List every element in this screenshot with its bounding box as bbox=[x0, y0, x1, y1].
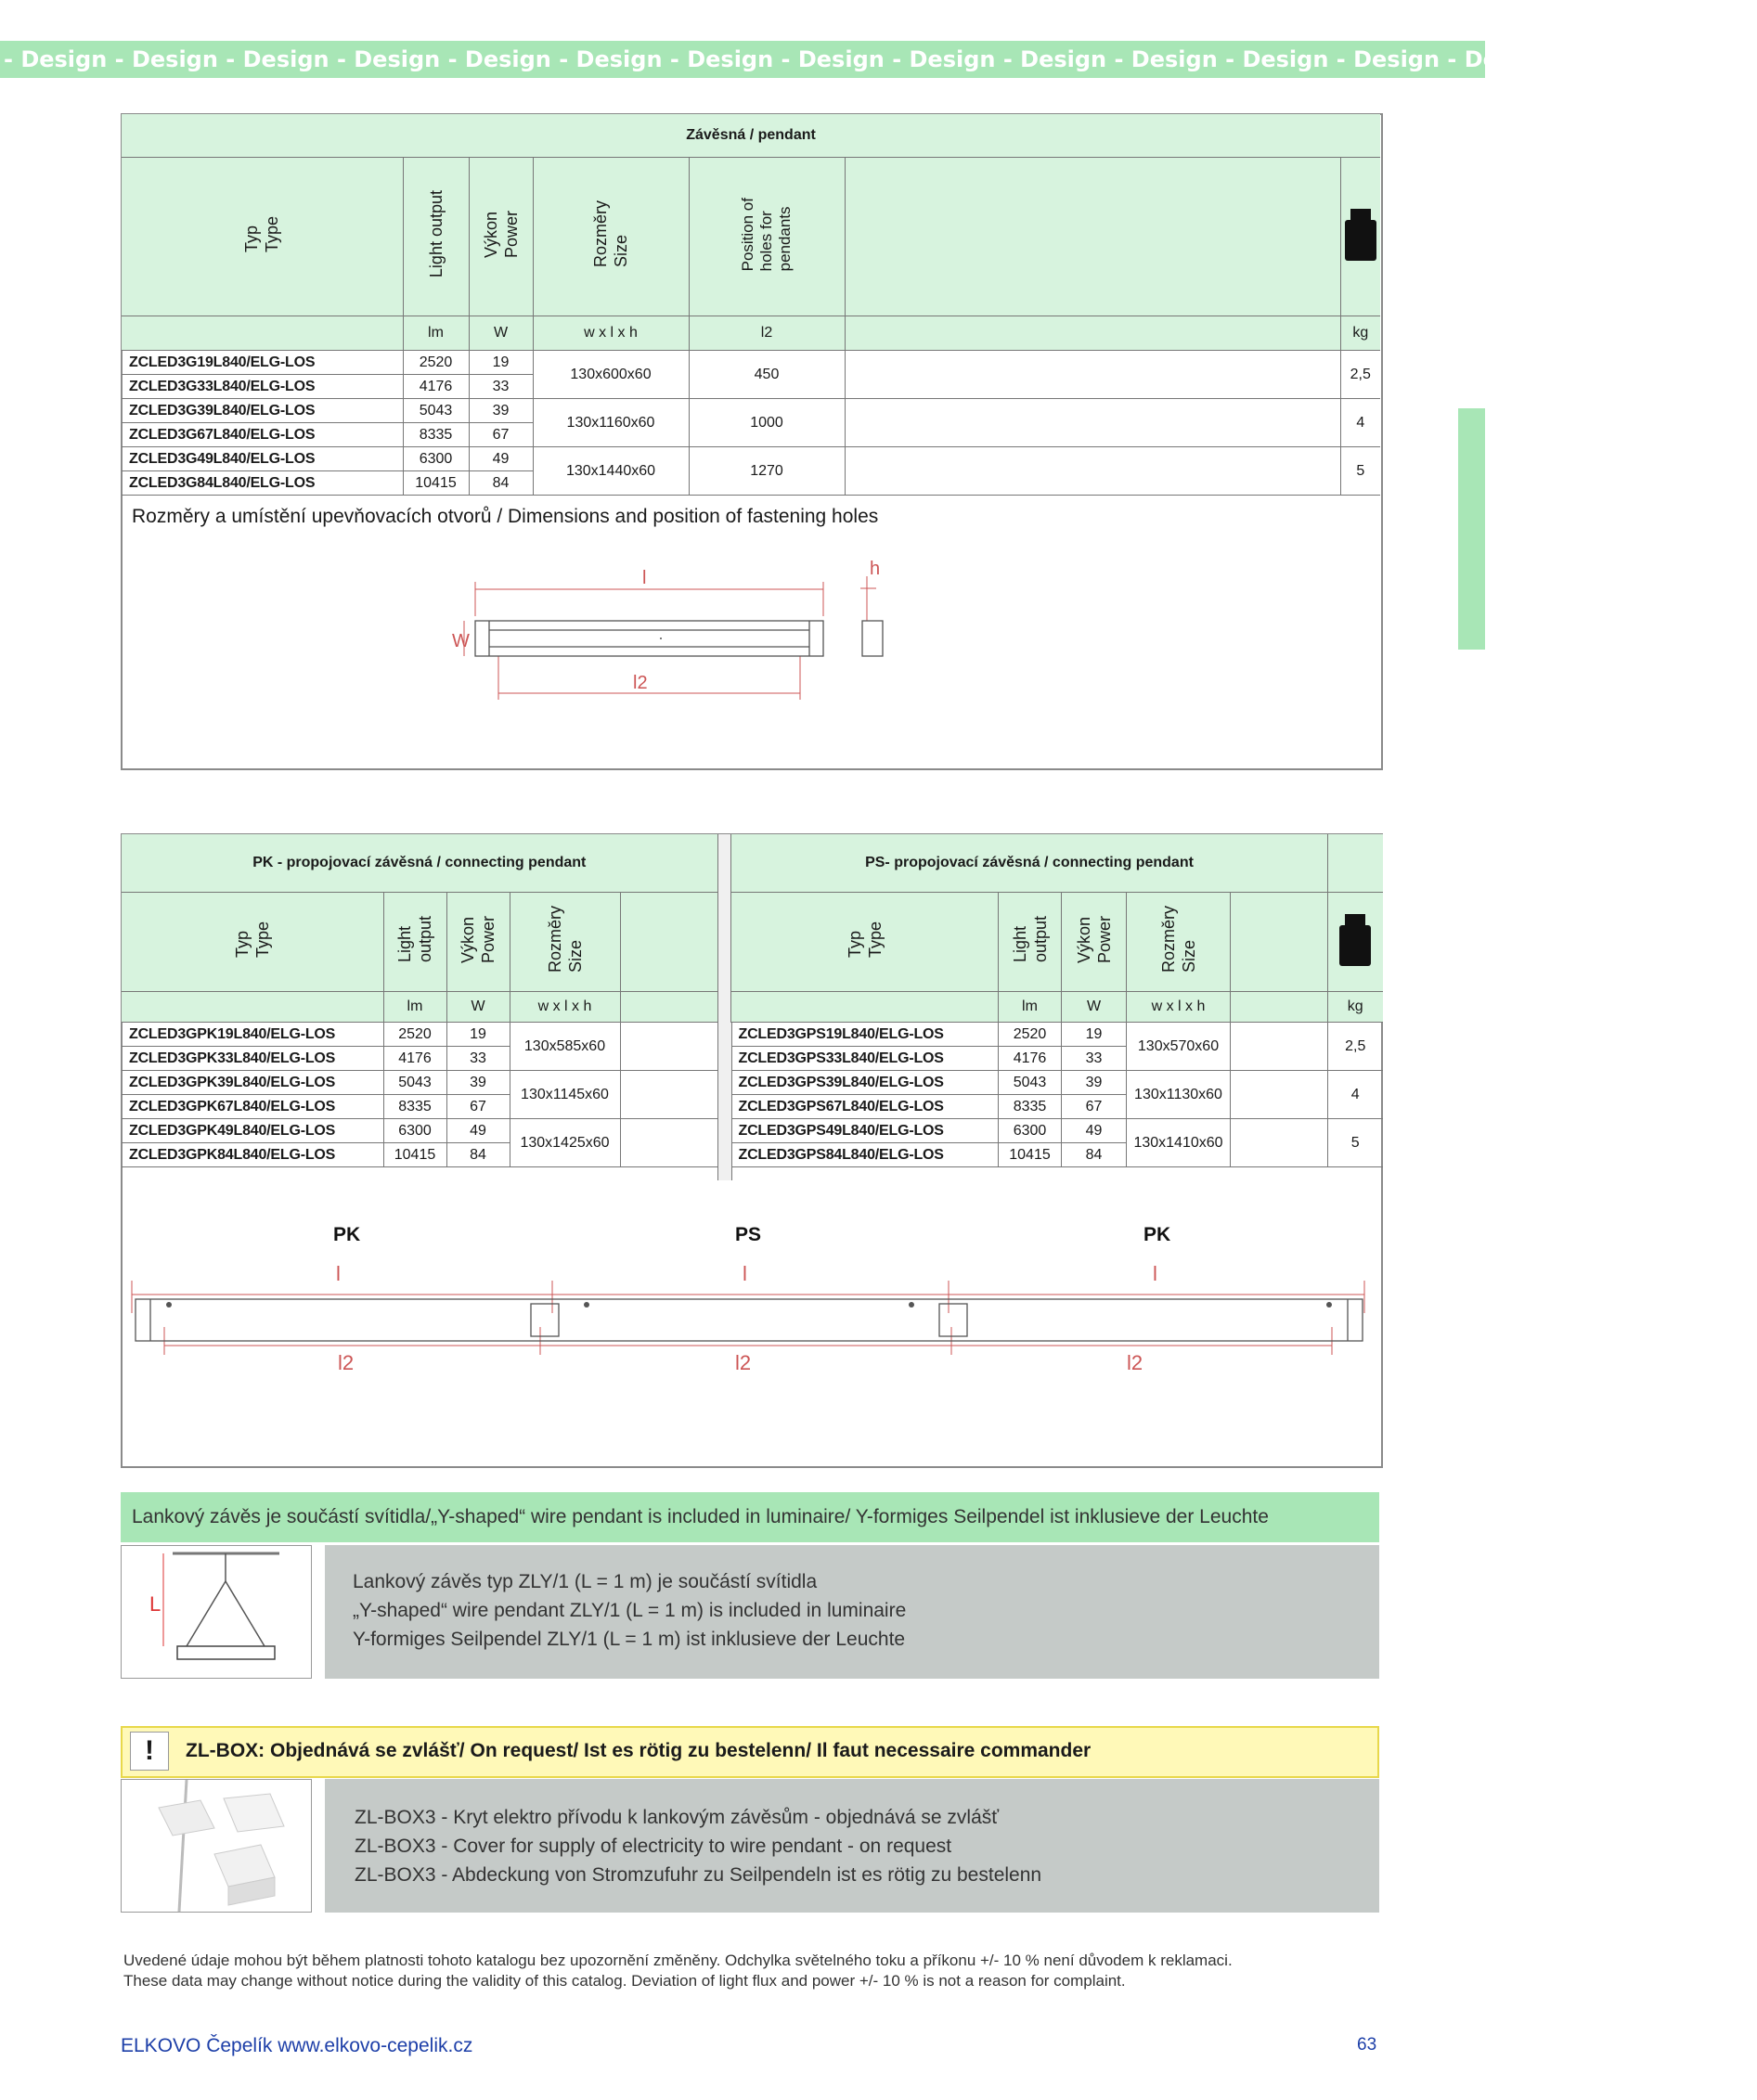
zlbox-image bbox=[121, 1779, 312, 1913]
product-code: ZCLED3G19L840/ELG-LOS bbox=[122, 351, 403, 375]
svg-text:l2: l2 bbox=[735, 1351, 752, 1374]
blank-cell bbox=[1231, 1023, 1328, 1071]
unit-kg: kg bbox=[1340, 316, 1380, 351]
product-code: ZCLED3GPS67L840/ELG-LOS bbox=[731, 1095, 999, 1119]
pendant-title: Závěsná / pendant bbox=[122, 114, 1380, 158]
wire-line-de: Y-formiges Seilpendel ZLY/1 (L = 1 m) ist inklusieve der Leuchte bbox=[353, 1629, 906, 1650]
wire-line-en: „Y-shaped“ wire pendant ZLY/1 (L = 1 m) is included in luminaire bbox=[353, 1600, 907, 1621]
blank-cell bbox=[620, 1119, 717, 1167]
product-code: ZCLED3G33L840/ELG-LOS bbox=[122, 375, 403, 399]
blank-cell bbox=[845, 447, 1340, 496]
zlbox-warning-bar bbox=[121, 1726, 1379, 1778]
light-output-value: 5043 bbox=[383, 1071, 446, 1095]
size-value: 130x570x60 bbox=[1127, 1023, 1231, 1071]
light-output-value: 4176 bbox=[383, 1047, 446, 1071]
product-code: ZCLED3GPK49L840/ELG-LOS bbox=[122, 1119, 383, 1143]
weight-value: 2,5 bbox=[1340, 351, 1380, 399]
pendant-table bbox=[122, 114, 1380, 496]
zlbox-bar-text: ZL-BOX: Objednává se zvlášť/ On request/ Ist es rötig zu bestelenn/ Il faut necessaire commander bbox=[186, 1740, 1092, 1761]
wire-pendant-bar: Lankový závěs je součástí svítidla/„Y-shaped“ wire pendant is included in luminaire/ Y-formiges Seilpendel ist inklusieve der Leuchte bbox=[121, 1492, 1379, 1542]
size-value: 130x1410x60 bbox=[1127, 1119, 1231, 1167]
table-row bbox=[122, 1023, 717, 1047]
light-output-value: 4176 bbox=[999, 1047, 1062, 1071]
holes-header: Position of holes for pendants bbox=[689, 158, 845, 316]
weight-value: 4 bbox=[1328, 1071, 1383, 1119]
size-value: 130x1440x60 bbox=[533, 447, 689, 496]
zlbox-line-cz: ZL-BOX3 - Kryt elektro přívodu k lankovým závěsům - objednává se zvlášť bbox=[355, 1807, 1000, 1828]
weight-value: 5 bbox=[1340, 447, 1380, 496]
svg-text:l: l bbox=[743, 1262, 747, 1285]
zlbox-line-de: ZL-BOX3 - Abdeckung von Stromzufuhr zu Seilpendeln ist es rötig zu bestelenn bbox=[355, 1864, 1042, 1886]
product-code: ZCLED3GPK67L840/ELG-LOS bbox=[122, 1095, 383, 1119]
power-value: 39 bbox=[1062, 1071, 1127, 1095]
ps-table: PS- propojovací závěsná / connecting pendant Typ Type Light output Výkon Power Rozměry Size lm W w x l x h kg ZCLED3GPS19L840/ELG-LOS 2520 19 130x570x60 2,5 ZCLED3GPS33L840/ELG-LOS 4176 33 ZCLED3GPS39L840/ELG-LOS 5043 39 130x1130x60 4 ZCLED3GPS67L840/ELG-LOS 8335 67 ZCLED3GPS49L840/ELG-LOS 6300 49 130x1410x60 5 ZCLED3GPS84L840/ELG-LOS 10415 84 bbox=[730, 834, 1383, 1167]
product-code: ZCLED3GPK39L840/ELG-LOS bbox=[122, 1071, 383, 1095]
disclaimer-en: These data may change without notice during the validity of this catalog. Deviation of light flux and power +/- 10 % is not a reason for complaint. bbox=[123, 1972, 1126, 1990]
unit-size: w x l x h bbox=[533, 316, 689, 351]
l2-value: 450 bbox=[689, 351, 845, 399]
table-row bbox=[122, 1071, 717, 1095]
light-output-value: 10415 bbox=[999, 1143, 1062, 1167]
banner-text: - Design - Design - Design - Design - Design - Design - Design - Design - Design - Design - Design - Design - Design - Design - Design - Desig bbox=[4, 46, 1757, 72]
disclaimer-cz: Uvedené údaje mohou být během platnosti tohoto katalogu bez upozornění změněny. Odchylka světelného toku a příkonu +/- 10 % není důvodem k reklamaci. bbox=[123, 1952, 1233, 1969]
zlbox-line-en: ZL-BOX3 - Cover for supply of electricity to wire pendant - on request bbox=[355, 1836, 952, 1857]
wire-pendant-image bbox=[121, 1545, 312, 1679]
l2-value: 1000 bbox=[689, 399, 845, 447]
light-output-value: 4176 bbox=[403, 375, 469, 399]
light-output-value: 8335 bbox=[999, 1095, 1062, 1119]
svg-text:l: l bbox=[1153, 1262, 1157, 1285]
label-l2: l2 bbox=[633, 673, 648, 693]
size-value: 130x1425x60 bbox=[510, 1119, 620, 1167]
pk-title: PK - propojovací závěsná / connecting pendant bbox=[122, 834, 717, 893]
product-code: ZCLED3GPS84L840/ELG-LOS bbox=[731, 1143, 999, 1167]
power-value: 67 bbox=[446, 1095, 510, 1119]
wire-pendant-info bbox=[325, 1545, 1379, 1679]
product-code: ZCLED3GPK19L840/ELG-LOS bbox=[122, 1023, 383, 1047]
chain-label-ps: PS bbox=[735, 1224, 762, 1245]
blank-cell bbox=[1231, 1119, 1328, 1167]
product-code: ZCLED3GPS49L840/ELG-LOS bbox=[731, 1119, 999, 1143]
table-row bbox=[731, 1071, 1383, 1095]
table-row bbox=[122, 399, 1380, 423]
power-header: Výkon Power bbox=[469, 158, 533, 316]
product-code: ZCLED3G67L840/ELG-LOS bbox=[122, 423, 403, 447]
svg-text:l2: l2 bbox=[338, 1351, 355, 1374]
size-value: 130x1130x60 bbox=[1127, 1071, 1231, 1119]
power-value: 84 bbox=[469, 471, 533, 496]
pendant-dimension-drawing bbox=[447, 547, 911, 714]
blank-cell bbox=[1231, 1071, 1328, 1119]
typ-header: Typ Type bbox=[122, 158, 403, 316]
light-output-value: 2520 bbox=[999, 1023, 1062, 1047]
weight-value: 4 bbox=[1340, 399, 1380, 447]
weight-icon bbox=[1340, 158, 1380, 316]
unit-lm: lm bbox=[403, 316, 469, 351]
product-code: ZCLED3GPS19L840/ELG-LOS bbox=[731, 1023, 999, 1047]
unit-l2: l2 bbox=[689, 316, 845, 351]
power-value: 49 bbox=[446, 1119, 510, 1143]
product-code: ZCLED3GPK33L840/ELG-LOS bbox=[122, 1047, 383, 1071]
unit-w: W bbox=[469, 316, 533, 351]
weight-value: 5 bbox=[1328, 1119, 1383, 1167]
label-h: h bbox=[870, 559, 881, 579]
pendant-section bbox=[121, 113, 1383, 770]
light-output-value: 6300 bbox=[403, 447, 469, 471]
connecting-section bbox=[121, 833, 1383, 1468]
drawing-caption: Rozměry a umístění upevňovacích otvorů / Dimensions and position of fastening holes bbox=[132, 506, 879, 527]
label-w: W bbox=[452, 631, 470, 651]
product-code: ZCLED3GPK84L840/ELG-LOS bbox=[122, 1143, 383, 1167]
product-code: ZCLED3GPS33L840/ELG-LOS bbox=[731, 1047, 999, 1071]
power-value: 49 bbox=[469, 447, 533, 471]
page-number: 63 bbox=[1357, 2035, 1377, 2055]
power-value: 19 bbox=[469, 351, 533, 375]
table-row bbox=[122, 351, 1380, 375]
size-header: Rozměry Size bbox=[533, 158, 689, 316]
light-output-value: 5043 bbox=[403, 399, 469, 423]
chain-dimension-drawing bbox=[123, 1216, 1377, 1383]
weight-icon bbox=[1328, 893, 1383, 992]
light-output-value: 2520 bbox=[383, 1023, 446, 1047]
warning-icon: ! bbox=[130, 1732, 169, 1771]
wire-label-l: L bbox=[149, 1592, 161, 1616]
product-code: ZCLED3G84L840/ELG-LOS bbox=[122, 471, 403, 496]
footer-company: ELKOVO Čepelík www.elkovo-cepelik.cz bbox=[121, 2035, 473, 2056]
light-output-value: 5043 bbox=[999, 1071, 1062, 1095]
light-output-value: 10415 bbox=[403, 471, 469, 496]
power-value: 67 bbox=[1062, 1095, 1127, 1119]
light-output-value: 10415 bbox=[383, 1143, 446, 1167]
chain-label-pk-left: PK bbox=[333, 1224, 361, 1245]
blank-cell bbox=[845, 351, 1340, 399]
power-value: 19 bbox=[1062, 1023, 1127, 1047]
light-output-value: 8335 bbox=[403, 423, 469, 447]
side-tab bbox=[1458, 408, 1485, 650]
size-value: 130x1145x60 bbox=[510, 1071, 620, 1119]
label-l: l bbox=[642, 568, 647, 588]
blank-cell bbox=[620, 1023, 717, 1071]
zlbox-info bbox=[325, 1779, 1379, 1913]
power-value: 84 bbox=[1062, 1143, 1127, 1167]
product-code: ZCLED3GPS39L840/ELG-LOS bbox=[731, 1071, 999, 1095]
size-value: 130x1160x60 bbox=[533, 399, 689, 447]
power-value: 84 bbox=[446, 1143, 510, 1167]
ps-title: PS- propojovací závěsná / connecting pendant bbox=[731, 834, 1328, 893]
blank-cell bbox=[620, 1071, 717, 1119]
power-value: 39 bbox=[446, 1071, 510, 1095]
disclaimer bbox=[123, 1951, 1423, 1991]
light-header: Light output bbox=[403, 158, 469, 316]
power-value: 33 bbox=[469, 375, 533, 399]
power-value: 33 bbox=[1062, 1047, 1127, 1071]
product-code: ZCLED3G39L840/ELG-LOS bbox=[122, 399, 403, 423]
pk-table: PK - propojovací závěsná / connecting pendant Typ Type Light output Výkon Power Rozměry Size lm W w x l x h ZCLED3GPK19L840/ELG-LOS 2520 19 130x585x60 ZCLED3GPK33L840/ELG-LOS 4176 33 ZCLED3GPK39L840/ELG-LOS 5043 39 130x1145x60 ZCLED3GPK67L840/ELG-LOS 8335 67 ZCLED3GPK49L840/ELG-LOS 6300 49 130x1425x60 ZCLED3GPK84L840/ELG-LOS 10415 84 bbox=[122, 834, 718, 1167]
l2-value: 1270 bbox=[689, 447, 845, 496]
weight-value: 2,5 bbox=[1328, 1023, 1383, 1071]
design-banner bbox=[0, 41, 1757, 78]
table-row bbox=[731, 1023, 1383, 1047]
power-value: 33 bbox=[446, 1047, 510, 1071]
wire-line-cz: Lankový závěs typ ZLY/1 (L = 1 m) je součástí svítidla bbox=[353, 1571, 818, 1592]
chain-label-pk-right: PK bbox=[1143, 1224, 1171, 1245]
power-value: 49 bbox=[1062, 1119, 1127, 1143]
light-output-value: 6300 bbox=[999, 1119, 1062, 1143]
light-output-value: 6300 bbox=[383, 1119, 446, 1143]
table-row bbox=[122, 447, 1380, 471]
table-row bbox=[731, 1119, 1383, 1143]
size-value: 130x600x60 bbox=[533, 351, 689, 399]
svg-text:l2: l2 bbox=[1127, 1351, 1143, 1374]
blank-cell bbox=[845, 399, 1340, 447]
power-value: 67 bbox=[469, 423, 533, 447]
svg-text:l: l bbox=[336, 1262, 341, 1285]
power-value: 39 bbox=[469, 399, 533, 423]
power-value: 19 bbox=[446, 1023, 510, 1047]
light-output-value: 8335 bbox=[383, 1095, 446, 1119]
light-output-value: 2520 bbox=[403, 351, 469, 375]
table-row bbox=[122, 1119, 717, 1143]
product-code: ZCLED3G49L840/ELG-LOS bbox=[122, 447, 403, 471]
size-value: 130x585x60 bbox=[510, 1023, 620, 1071]
